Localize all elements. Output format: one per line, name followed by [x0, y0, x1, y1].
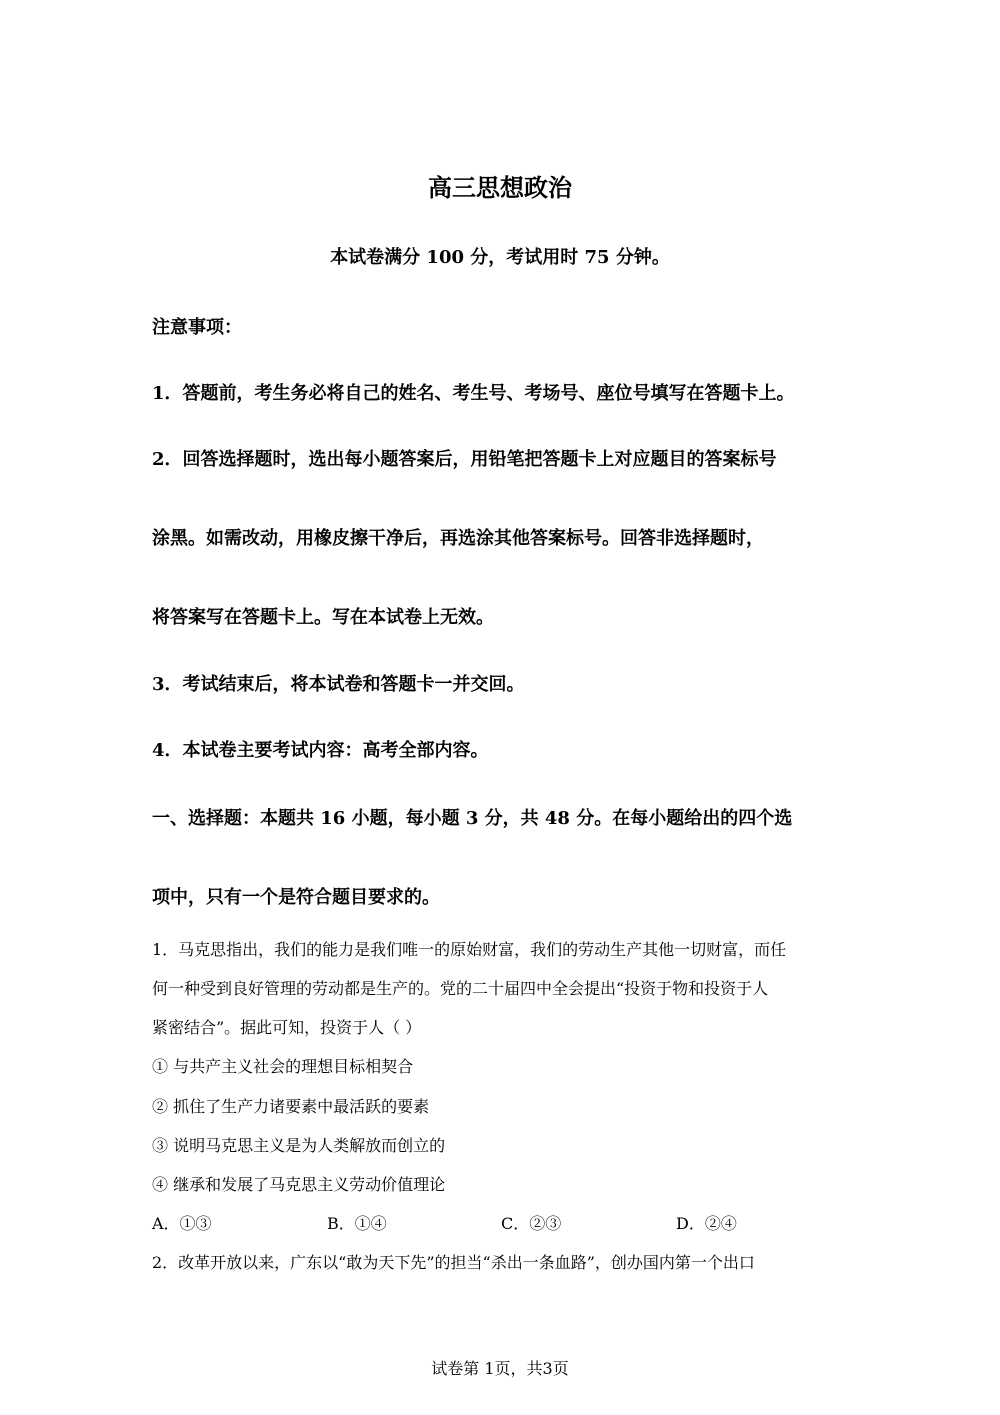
section-heading-line-2: 项中，只有一个是符合题目要求的。 [152, 887, 440, 908]
option-c: C．②③ [501, 1214, 562, 1233]
question-1-line-2: 何一种受到良好管理的劳动都是生产的。党的二十届四中全会提出“投资于物和投资于人 [152, 979, 769, 998]
question-1-line-3: 紧密结合”。据此可知，投资于人（ ） [152, 1018, 422, 1037]
question-1-line-1: 1．马克思指出，我们的能力是我们唯一的原始财富，我们的劳动生产其他一切财富，而任 [152, 940, 787, 959]
option-d: D．②④ [676, 1214, 737, 1233]
section-heading-line-1: 一、选择题：本题共 16 小题，每小题 3 分，共 48 分。在每小题给出的四个选 [152, 808, 793, 829]
option-a: A．①③ [152, 1214, 212, 1233]
exam-title: 高三思想政治 [428, 174, 572, 202]
exam-subtitle: 本试卷满分 100 分，考试用时 75 分钟。 [330, 247, 670, 268]
statement-4: ④ 继承和发展了马克思主义劳动价值理论 [152, 1175, 446, 1194]
notice-item-2-line-3: 将答案写在答题卡上。写在本试卷上无效。 [152, 607, 494, 628]
notice-heading: 注意事项： [152, 317, 242, 338]
notice-item-1: 1．答题前，考生务必将自己的姓名、考生号、考场号、座位号填写在答题卡上。 [152, 383, 795, 404]
question-2-line-1: 2．改革开放以来，广东以“敢为天下先”的担当“杀出一条血路”，创办国内第一个出口 [152, 1253, 755, 1272]
notice-item-3: 3．考试结束后，将本试卷和答题卡一并交回。 [152, 674, 525, 695]
notice-item-2-line-2: 涂黑。如需改动，用橡皮擦干净后，再选涂其他答案标号。回答非选择题时， [152, 528, 764, 549]
statement-2: ② 抓住了生产力诸要素中最活跃的要素 [152, 1097, 430, 1116]
page-footer: 试卷第 1页，共3页 [431, 1359, 569, 1378]
statement-3: ③ 说明马克思主义是为人类解放而创立的 [152, 1136, 446, 1155]
option-b: B．①④ [327, 1214, 387, 1233]
notice-item-2-line-1: 2．回答选择题时，选出每小题答案后，用铅笔把答题卡上对应题目的答案标号 [152, 449, 777, 470]
notice-item-4: 4．本试卷主要考试内容：高考全部内容。 [152, 740, 489, 761]
statement-1: ① 与共产主义社会的理想目标相契合 [152, 1057, 414, 1076]
